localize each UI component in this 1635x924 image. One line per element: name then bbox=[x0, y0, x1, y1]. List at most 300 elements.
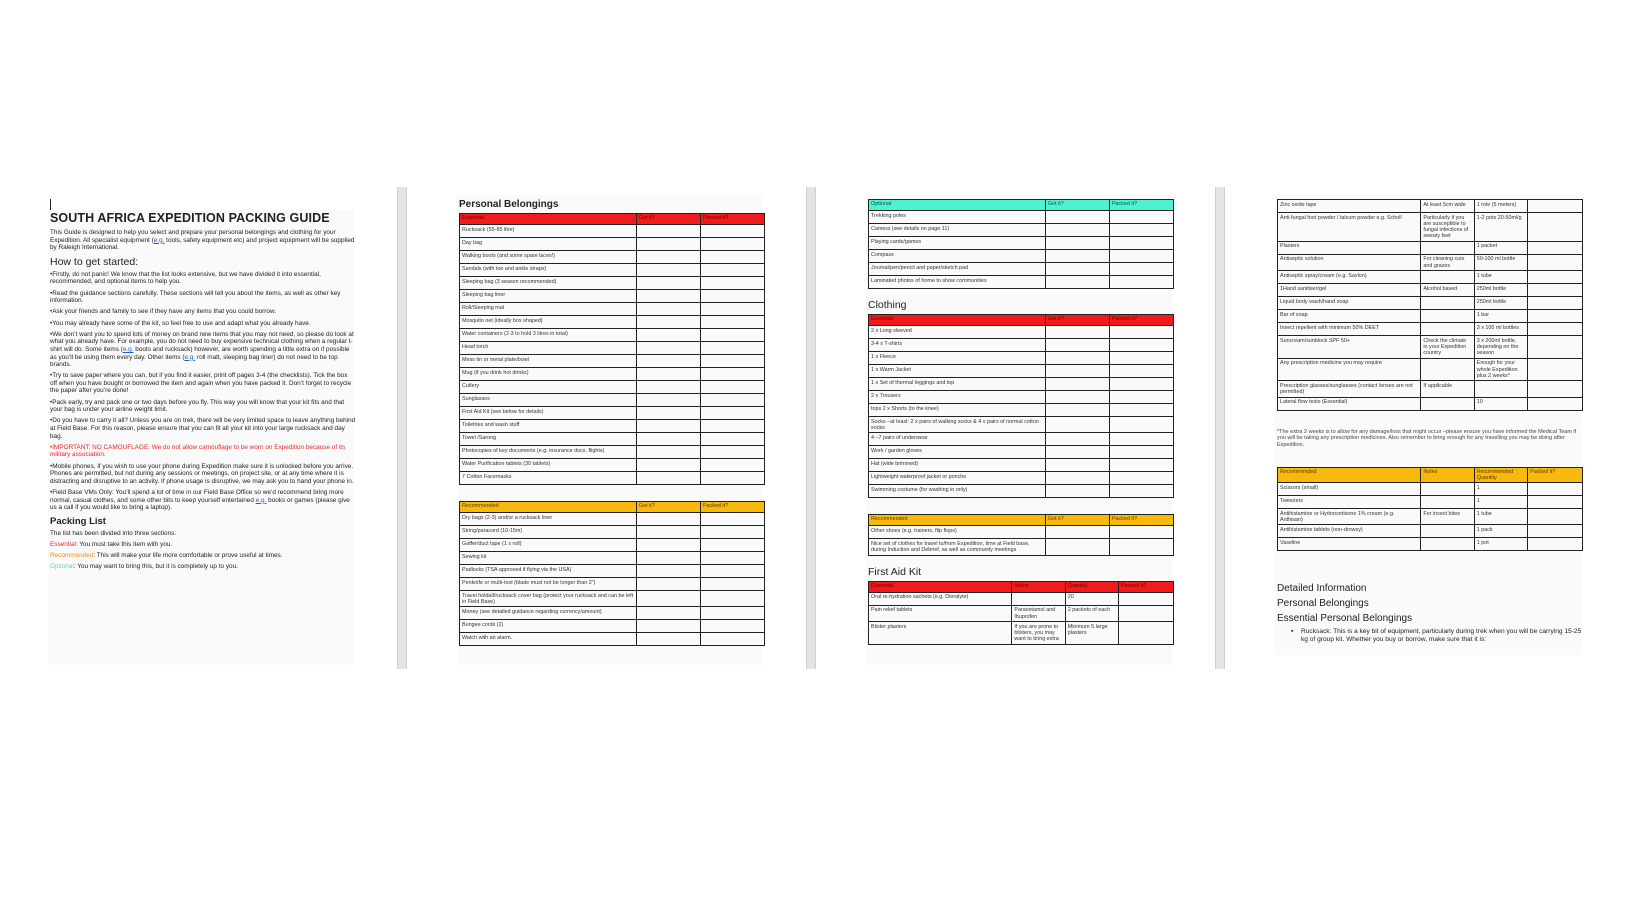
check-cell[interactable] bbox=[1109, 263, 1173, 276]
item-cell: Padlocks (TSA approved if flying via the USA) bbox=[460, 565, 637, 578]
table-header-row: Essential Notes Quantity Packed it? bbox=[869, 581, 1174, 592]
table-row bbox=[460, 290, 765, 303]
check-cell[interactable] bbox=[700, 565, 764, 578]
page-1-content bbox=[50, 211, 356, 575]
check-cell[interactable] bbox=[1012, 592, 1065, 605]
eg-link[interactable]: e.g. bbox=[153, 236, 165, 244]
essential-belongings-subheading: Essential Personal Belongings bbox=[1277, 613, 1413, 625]
check-cell[interactable] bbox=[1109, 326, 1173, 339]
check-cell[interactable]: 50-100 ml bottle bbox=[1474, 254, 1527, 270]
table-header-row: Essential Got it? Packed it? bbox=[869, 315, 1174, 326]
check-cell[interactable]: If applicable bbox=[1421, 381, 1474, 397]
check-cell[interactable] bbox=[636, 459, 700, 472]
table-row bbox=[460, 459, 765, 472]
check-cell[interactable] bbox=[1119, 622, 1174, 645]
check-cell[interactable] bbox=[1045, 485, 1109, 498]
check-cell[interactable] bbox=[1045, 276, 1109, 289]
item-cell: Journal/pen/pencil and paper/sketch pad bbox=[869, 263, 1046, 276]
table-row bbox=[1278, 323, 1583, 336]
check-cell[interactable] bbox=[1528, 213, 1583, 242]
check-cell[interactable]: 1 role (5 meters) bbox=[1474, 200, 1527, 213]
check-cell[interactable] bbox=[1045, 250, 1109, 263]
item-cell: Sandals (with toe and ankle straps) bbox=[460, 264, 637, 277]
item-cell: Compass bbox=[869, 250, 1046, 263]
table-row bbox=[460, 368, 765, 381]
item-cell: Walking boots (and some spare laces!) bbox=[460, 251, 637, 264]
check-cell[interactable] bbox=[636, 565, 700, 578]
check-cell[interactable]: At least 5cm wide bbox=[1421, 200, 1474, 213]
table-row bbox=[1278, 483, 1583, 496]
item-cell: Antiseptic spray/cream (e.g. Savlon) bbox=[1278, 271, 1421, 284]
item-cell: Mess tin or metal plate/bowl bbox=[460, 355, 637, 368]
table-row bbox=[1278, 284, 1583, 297]
item-cell: 1 x Warm Jacket bbox=[869, 365, 1046, 378]
table-row bbox=[460, 591, 765, 607]
check-cell[interactable] bbox=[1421, 525, 1474, 538]
item-cell: 3-4 x T-shirts bbox=[869, 339, 1046, 352]
check-cell[interactable] bbox=[1045, 224, 1109, 237]
check-cell[interactable] bbox=[1421, 310, 1474, 323]
check-cell[interactable] bbox=[700, 513, 764, 526]
check-cell[interactable]: 1 tube bbox=[1474, 509, 1527, 525]
check-cell[interactable] bbox=[636, 526, 700, 539]
check-cell[interactable] bbox=[1109, 459, 1173, 472]
check-cell[interactable]: 1 bar bbox=[1474, 310, 1527, 323]
optional-belongings-table bbox=[868, 199, 1174, 289]
check-cell[interactable] bbox=[1109, 378, 1173, 391]
item-cell: Travel holdall/rucksack cover bag (protect your rucksack and can be left in Field Base) bbox=[460, 591, 637, 607]
page-separator bbox=[397, 187, 407, 669]
item-cell: Head torch bbox=[460, 342, 637, 355]
check-cell[interactable]: 20 bbox=[1065, 592, 1118, 605]
table-row bbox=[869, 276, 1174, 289]
check-cell[interactable] bbox=[636, 342, 700, 355]
check-cell[interactable]: For cleaning cuts and grazes bbox=[1421, 254, 1474, 270]
check-cell[interactable] bbox=[636, 290, 700, 303]
check-cell[interactable] bbox=[1528, 200, 1583, 213]
check-cell[interactable] bbox=[700, 251, 764, 264]
table-row bbox=[869, 485, 1174, 498]
list-intro: The list has been divided into three sections: bbox=[50, 529, 177, 537]
item-cell: Playing cards/games bbox=[869, 237, 1046, 250]
item-cell: Towel /Sarong bbox=[460, 433, 637, 446]
check-cell[interactable] bbox=[1528, 381, 1583, 397]
check-cell[interactable] bbox=[700, 552, 764, 565]
table-row bbox=[460, 238, 765, 251]
item-cell: 2 x Trousers bbox=[869, 391, 1046, 404]
table-row bbox=[460, 277, 765, 290]
check-cell[interactable] bbox=[1421, 241, 1474, 254]
check-cell[interactable] bbox=[1109, 391, 1173, 404]
check-cell[interactable] bbox=[700, 303, 764, 316]
check-cell[interactable]: For insect bites bbox=[1421, 509, 1474, 525]
check-cell[interactable] bbox=[1109, 224, 1173, 237]
item-cell: Lightweight waterproof jacket or poncho bbox=[869, 472, 1046, 485]
check-cell[interactable] bbox=[1045, 352, 1109, 365]
table-row bbox=[869, 526, 1174, 539]
item-cell: Dry bags (2-3) and/or a rucksack liner bbox=[460, 513, 637, 526]
table-row bbox=[460, 381, 765, 394]
check-cell[interactable] bbox=[1421, 483, 1474, 496]
check-cell[interactable] bbox=[1109, 526, 1173, 539]
item-cell: Zinc oxide tape bbox=[1278, 200, 1421, 213]
how-to-start-heading: How to get started: bbox=[50, 255, 139, 268]
camouflage-warning: •IMPORTANT: NO CAMOUFLAGE. We do not allow camouflage to be worn on Expedition because of its military association. bbox=[50, 443, 346, 459]
check-cell[interactable] bbox=[1421, 297, 1474, 310]
check-cell[interactable] bbox=[1109, 433, 1173, 446]
item-cell: String/paracord (10-15m) bbox=[460, 526, 637, 539]
table-row bbox=[1278, 538, 1583, 551]
check-cell[interactable] bbox=[636, 303, 700, 316]
tip-paragraph: •Read the guidance sections carefully. These sections will tell you about the items, as well as other key information. bbox=[50, 289, 341, 305]
check-cell[interactable]: If you are prone to blisters, you may want to bring extra bbox=[1012, 622, 1065, 645]
table-row bbox=[460, 552, 765, 565]
table-row bbox=[1278, 241, 1583, 254]
check-cell[interactable] bbox=[636, 355, 700, 368]
check-cell[interactable] bbox=[636, 578, 700, 591]
check-cell[interactable] bbox=[700, 459, 764, 472]
check-cell[interactable] bbox=[700, 578, 764, 591]
item-cell: Tweezers bbox=[1278, 496, 1421, 509]
check-cell[interactable]: 1 pot bbox=[1474, 538, 1527, 551]
check-cell[interactable] bbox=[1528, 241, 1583, 254]
check-cell[interactable] bbox=[700, 539, 764, 552]
check-cell[interactable] bbox=[1045, 378, 1109, 391]
check-cell[interactable] bbox=[1528, 509, 1583, 525]
table-header-row: Essential Got it? Packed it? bbox=[460, 214, 765, 225]
item-cell: 1 x Fleece bbox=[869, 352, 1046, 365]
check-cell[interactable] bbox=[1045, 446, 1109, 459]
detailed-information-heading: Detailed Information bbox=[1277, 583, 1367, 595]
check-cell[interactable] bbox=[636, 368, 700, 381]
check-cell[interactable] bbox=[1045, 263, 1109, 276]
check-cell[interactable] bbox=[636, 238, 700, 251]
check-cell[interactable] bbox=[1109, 352, 1173, 365]
check-cell[interactable]: Alcohol based bbox=[1421, 284, 1474, 297]
check-cell[interactable]: 2 packets of each bbox=[1065, 605, 1118, 621]
table-row bbox=[869, 605, 1174, 621]
item-cell: Sewing kit bbox=[460, 552, 637, 565]
check-cell[interactable] bbox=[700, 368, 764, 381]
table-row bbox=[460, 251, 765, 264]
check-cell[interactable] bbox=[700, 316, 764, 329]
check-cell[interactable] bbox=[1045, 472, 1109, 485]
check-cell[interactable] bbox=[636, 539, 700, 552]
check-cell[interactable]: 1 bbox=[1474, 496, 1527, 509]
check-cell[interactable] bbox=[1109, 485, 1173, 498]
clothing-essential-table bbox=[868, 314, 1174, 498]
personal-belongings-heading: Personal Belongings bbox=[459, 199, 559, 210]
check-cell[interactable] bbox=[1045, 339, 1109, 352]
check-cell[interactable] bbox=[1109, 339, 1173, 352]
check-cell[interactable] bbox=[1528, 483, 1583, 496]
table-row bbox=[460, 420, 765, 433]
check-cell[interactable] bbox=[1421, 358, 1474, 381]
check-cell[interactable] bbox=[636, 633, 700, 646]
check-cell[interactable] bbox=[1045, 526, 1109, 539]
item-cell: Prescription glasses/sunglasses (contact lenses are not permitted) bbox=[1278, 381, 1421, 397]
table-row bbox=[869, 472, 1174, 485]
item-cell: Gaffer/duct tape (1 x roll) bbox=[460, 539, 637, 552]
check-cell[interactable] bbox=[1421, 496, 1474, 509]
item-cell: Antihistamine or Hydrocortisone 1% cream (e.g. Anthisan) bbox=[1278, 509, 1421, 525]
check-cell[interactable] bbox=[1421, 397, 1474, 410]
check-cell[interactable]: Check the climate in your Expedition country bbox=[1421, 336, 1474, 359]
check-cell[interactable] bbox=[636, 446, 700, 459]
check-cell[interactable] bbox=[700, 277, 764, 290]
item-cell: Oral re-hydration sachets (e.g. Dioralyte) bbox=[869, 592, 1012, 605]
item-cell: Swimming costume (for washing in only) bbox=[869, 485, 1046, 498]
tip-paragraph: •Pack early, try and pack one or two days before you fly. This way you will know that your kit fits and that your bag is under your airline weight limit. bbox=[50, 398, 345, 414]
first-aid-recommended-table bbox=[1277, 467, 1583, 552]
item-cell: Bungee cords (2) bbox=[460, 620, 637, 633]
check-cell[interactable] bbox=[1528, 284, 1583, 297]
check-cell[interactable] bbox=[700, 633, 764, 646]
check-cell[interactable] bbox=[700, 420, 764, 433]
check-cell[interactable] bbox=[700, 446, 764, 459]
item-cell: Money (see detailed guidance regarding currency/amount) bbox=[460, 607, 637, 620]
check-cell[interactable] bbox=[636, 607, 700, 620]
table-row bbox=[1278, 310, 1583, 323]
check-cell[interactable] bbox=[636, 381, 700, 394]
item-cell: Bar of soap bbox=[1278, 310, 1421, 323]
check-cell[interactable] bbox=[700, 526, 764, 539]
check-cell[interactable] bbox=[1045, 365, 1109, 378]
check-cell[interactable] bbox=[700, 238, 764, 251]
check-cell[interactable] bbox=[636, 264, 700, 277]
check-cell[interactable] bbox=[1045, 459, 1109, 472]
check-cell[interactable] bbox=[1045, 211, 1109, 224]
table-row bbox=[869, 433, 1174, 446]
intro-paragraph: This Guide is designed to help you select and prepare your personal belongings and clothing for your Expedition. All specialist equipment (e.g. tools, safety equipment etc) and project equipment will be supplied by Raleigh International. bbox=[50, 229, 355, 252]
table-row bbox=[869, 446, 1174, 459]
check-cell[interactable] bbox=[1528, 496, 1583, 509]
check-cell[interactable]: 1 pack bbox=[1474, 525, 1527, 538]
item-cell: Roll/Sleeping mat bbox=[460, 303, 637, 316]
tip-paragraph: •Ask your friends and family to see if they have any items that you could borrow. bbox=[50, 308, 277, 316]
check-cell[interactable]: 1 tube bbox=[1474, 271, 1527, 284]
check-cell[interactable]: 250ml bottle bbox=[1474, 284, 1527, 297]
check-cell[interactable]: Minimum 5 large plasters bbox=[1065, 622, 1118, 645]
table-row bbox=[460, 264, 765, 277]
check-cell[interactable]: Particularly if you are susceptible to fungal infections of sweaty feet bbox=[1421, 213, 1474, 242]
check-cell[interactable] bbox=[1421, 538, 1474, 551]
check-cell[interactable] bbox=[636, 316, 700, 329]
table-row bbox=[460, 316, 765, 329]
check-cell[interactable] bbox=[1045, 539, 1109, 555]
page-2-content bbox=[459, 199, 765, 646]
item-cell: Socks –at least: 2 x pairs of walking socks & 4 x pairs of normal cotton socks bbox=[869, 417, 1046, 433]
check-cell[interactable] bbox=[700, 620, 764, 633]
tip-paragraph: •Mobile phones, if you wish to use your phone during Expedition make sure it is unlocked before you arrive. Phones are permitted, but not during any sessions or meetings, on project site, or at any time where it is distracting and disruptive to an activity. If phone usage is disruptive, we may ask you to hand your phone in. bbox=[50, 462, 354, 485]
check-cell[interactable]: 250ml bottle bbox=[1474, 297, 1527, 310]
table-row bbox=[460, 394, 765, 407]
check-cell[interactable] bbox=[700, 591, 764, 607]
check-cell[interactable] bbox=[1109, 539, 1173, 555]
item-cell: Plasters bbox=[1278, 241, 1421, 254]
table-header-row: Optional Got it? Packed it? bbox=[869, 200, 1174, 211]
check-cell[interactable] bbox=[636, 277, 700, 290]
table-row bbox=[869, 592, 1174, 605]
check-cell[interactable] bbox=[636, 251, 700, 264]
check-cell[interactable] bbox=[636, 329, 700, 342]
check-cell[interactable]: 1 bbox=[1474, 483, 1527, 496]
item-cell: Any prescription medicine you may require bbox=[1278, 358, 1421, 381]
essential-belongings-table bbox=[459, 213, 765, 485]
check-cell[interactable] bbox=[700, 472, 764, 485]
check-cell[interactable] bbox=[1045, 417, 1109, 433]
table-row bbox=[869, 622, 1174, 645]
check-cell[interactable] bbox=[1109, 365, 1173, 378]
item-cell: Sleeping bag liner bbox=[460, 290, 637, 303]
check-cell[interactable] bbox=[636, 420, 700, 433]
check-cell[interactable] bbox=[1045, 237, 1109, 250]
check-cell[interactable] bbox=[1421, 271, 1474, 284]
check-cell[interactable] bbox=[700, 342, 764, 355]
check-cell[interactable] bbox=[636, 591, 700, 607]
item-cell: Antihistamine tablets (non-drowsy) bbox=[1278, 525, 1421, 538]
check-cell[interactable] bbox=[636, 407, 700, 420]
item-cell: 2 x Long sleeved bbox=[869, 326, 1046, 339]
check-cell[interactable] bbox=[700, 225, 764, 238]
table-row bbox=[460, 329, 765, 342]
table-row bbox=[460, 633, 765, 646]
check-cell[interactable] bbox=[700, 407, 764, 420]
check-cell[interactable]: 1 packet bbox=[1474, 241, 1527, 254]
page-separator bbox=[806, 187, 816, 669]
check-cell[interactable] bbox=[636, 225, 700, 238]
table-row bbox=[869, 250, 1174, 263]
check-cell[interactable]: Enough for your whole Expedition plus 2 weeks* bbox=[1474, 358, 1527, 381]
check-cell[interactable] bbox=[1528, 254, 1583, 270]
check-cell[interactable] bbox=[1528, 271, 1583, 284]
clothing-recommended-table bbox=[868, 514, 1174, 555]
medication-note: *The extra 2 weeks is to allow for any damage/loss that might occur –please ensure you have informed the Medical Team if you will be taking any prescription medicines. Also remember to bring enough for any travelling you may be doing after Expedition. bbox=[1277, 428, 1577, 449]
check-cell[interactable] bbox=[700, 264, 764, 277]
essential-legend: Essential: You must take this item with you. bbox=[50, 540, 173, 548]
document-title: SOUTH AFRICA EXPEDITION PACKING GUIDE bbox=[50, 211, 330, 225]
table-row bbox=[869, 326, 1174, 339]
check-cell[interactable]: 3 x 200ml bottle, depending on the season bbox=[1474, 336, 1527, 359]
check-cell[interactable] bbox=[1109, 472, 1173, 485]
item-cell: Toiletries and wash stuff bbox=[460, 420, 637, 433]
item-cell: Photocopies of key documents (e.g. insurance docs, flights) bbox=[460, 446, 637, 459]
item-cell: Scissors (small) bbox=[1278, 483, 1421, 496]
item-cell: Lateral flow tests (Essential) bbox=[1278, 397, 1421, 410]
check-cell[interactable] bbox=[700, 433, 764, 446]
check-cell[interactable] bbox=[1528, 525, 1583, 538]
tip-paragraph: •Firstly, do not panic! We know that the list looks extensive, but we have divided it into essential, recommended, and optional items to help you. bbox=[50, 270, 321, 286]
check-cell[interactable] bbox=[700, 607, 764, 620]
item-cell: Antiseptic solution bbox=[1278, 254, 1421, 270]
table-row bbox=[869, 459, 1174, 472]
check-cell[interactable] bbox=[700, 290, 764, 303]
check-cell[interactable]: 3 x 100 ml bottles bbox=[1474, 323, 1527, 336]
check-cell[interactable] bbox=[1045, 326, 1109, 339]
item-cell: 7 Cotton Facemasks bbox=[460, 472, 637, 485]
item-cell: tops 2 x Shorts (to the knee) bbox=[869, 404, 1046, 417]
item-cell: Water Purification tablets (30 tablets) bbox=[460, 459, 637, 472]
table-header-row: Recommended Got it? Packed it? bbox=[869, 515, 1174, 526]
check-cell[interactable] bbox=[1528, 323, 1583, 336]
item-cell: Cutlery bbox=[460, 381, 637, 394]
check-cell[interactable] bbox=[1109, 211, 1173, 224]
check-cell[interactable] bbox=[700, 355, 764, 368]
packing-list-heading: Packing List bbox=[50, 515, 106, 527]
check-cell[interactable] bbox=[636, 433, 700, 446]
check-cell[interactable] bbox=[1045, 391, 1109, 404]
table-row bbox=[869, 417, 1174, 433]
item-cell: Watch with an alarm. bbox=[460, 633, 637, 646]
table-row bbox=[1278, 397, 1583, 410]
check-cell[interactable] bbox=[1119, 605, 1174, 621]
check-cell[interactable] bbox=[636, 394, 700, 407]
check-cell[interactable]: 10 bbox=[1474, 397, 1527, 410]
check-cell[interactable] bbox=[1109, 446, 1173, 459]
check-cell[interactable] bbox=[1528, 310, 1583, 323]
check-cell[interactable] bbox=[1109, 276, 1173, 289]
check-cell[interactable] bbox=[700, 381, 764, 394]
item-cell: Work / garden gloves bbox=[869, 446, 1046, 459]
item-cell: Pain relief tablets bbox=[869, 605, 1012, 621]
check-cell[interactable] bbox=[1109, 404, 1173, 417]
check-cell[interactable] bbox=[1528, 397, 1583, 410]
check-cell[interactable] bbox=[1528, 336, 1583, 359]
item-cell: Sleeping bag (3 season recommended) bbox=[460, 277, 637, 290]
optional-legend: Optional: You may want to bring this, but it is completely up to you. bbox=[50, 563, 238, 571]
check-cell[interactable] bbox=[636, 620, 700, 633]
table-row bbox=[1278, 525, 1583, 538]
table-row bbox=[1278, 271, 1583, 284]
item-cell: Suncream/sunblock SPF 50+ bbox=[1278, 336, 1421, 359]
check-cell[interactable] bbox=[1045, 404, 1109, 417]
check-cell[interactable] bbox=[1109, 250, 1173, 263]
check-cell[interactable] bbox=[636, 472, 700, 485]
table-row bbox=[460, 513, 765, 526]
table-row bbox=[869, 391, 1174, 404]
check-cell[interactable]: Paracetamol and Ibuprofen bbox=[1012, 605, 1065, 621]
table-header-row: Recommended Notes Recommended Quantity Packed it? bbox=[1278, 467, 1583, 482]
table-row bbox=[869, 378, 1174, 391]
check-cell[interactable] bbox=[1109, 417, 1173, 433]
table-row bbox=[460, 355, 765, 368]
item-cell: Day bag bbox=[460, 238, 637, 251]
table-row bbox=[1278, 381, 1583, 397]
first-aid-table bbox=[868, 581, 1174, 645]
check-cell[interactable]: 1-2 pots 20-50ml/g bbox=[1474, 213, 1527, 242]
check-cell[interactable] bbox=[1474, 381, 1527, 397]
check-cell[interactable] bbox=[1528, 358, 1583, 381]
check-cell[interactable] bbox=[1421, 323, 1474, 336]
item-cell: Insect repellent with minimum 50% DEET bbox=[1278, 323, 1421, 336]
table-row bbox=[460, 433, 765, 446]
table-row bbox=[460, 578, 765, 591]
check-cell[interactable] bbox=[1528, 538, 1583, 551]
check-cell[interactable] bbox=[636, 552, 700, 565]
check-cell[interactable] bbox=[700, 394, 764, 407]
check-cell[interactable] bbox=[1045, 433, 1109, 446]
item-cell: Vaseline bbox=[1278, 538, 1421, 551]
tip-paragraph: •Do you have to carry it all? Unless you are on trek, there will be very limited space to leave anything behind at Field Base. For this reason, please ensure that you can fit all your kit into your large rucksack and day bag. bbox=[50, 417, 356, 440]
check-cell[interactable] bbox=[1528, 297, 1583, 310]
check-cell[interactable] bbox=[1109, 237, 1173, 250]
table-row bbox=[1278, 509, 1583, 525]
check-cell[interactable] bbox=[700, 329, 764, 342]
item-cell: Nice set of clothes for travel to/from Expedition, time at Field base, during Induction and Debrief, as well as community meetings bbox=[869, 539, 1046, 555]
check-cell[interactable] bbox=[1119, 592, 1174, 605]
rucksack-bullet: ▪ Rucksack: This is a key bit of equipment, particularly during trek when you will be carrying 15-25 kg of group kit. Whether you buy or borrow, make sure that it is: bbox=[1291, 628, 1583, 644]
check-cell[interactable] bbox=[636, 513, 700, 526]
